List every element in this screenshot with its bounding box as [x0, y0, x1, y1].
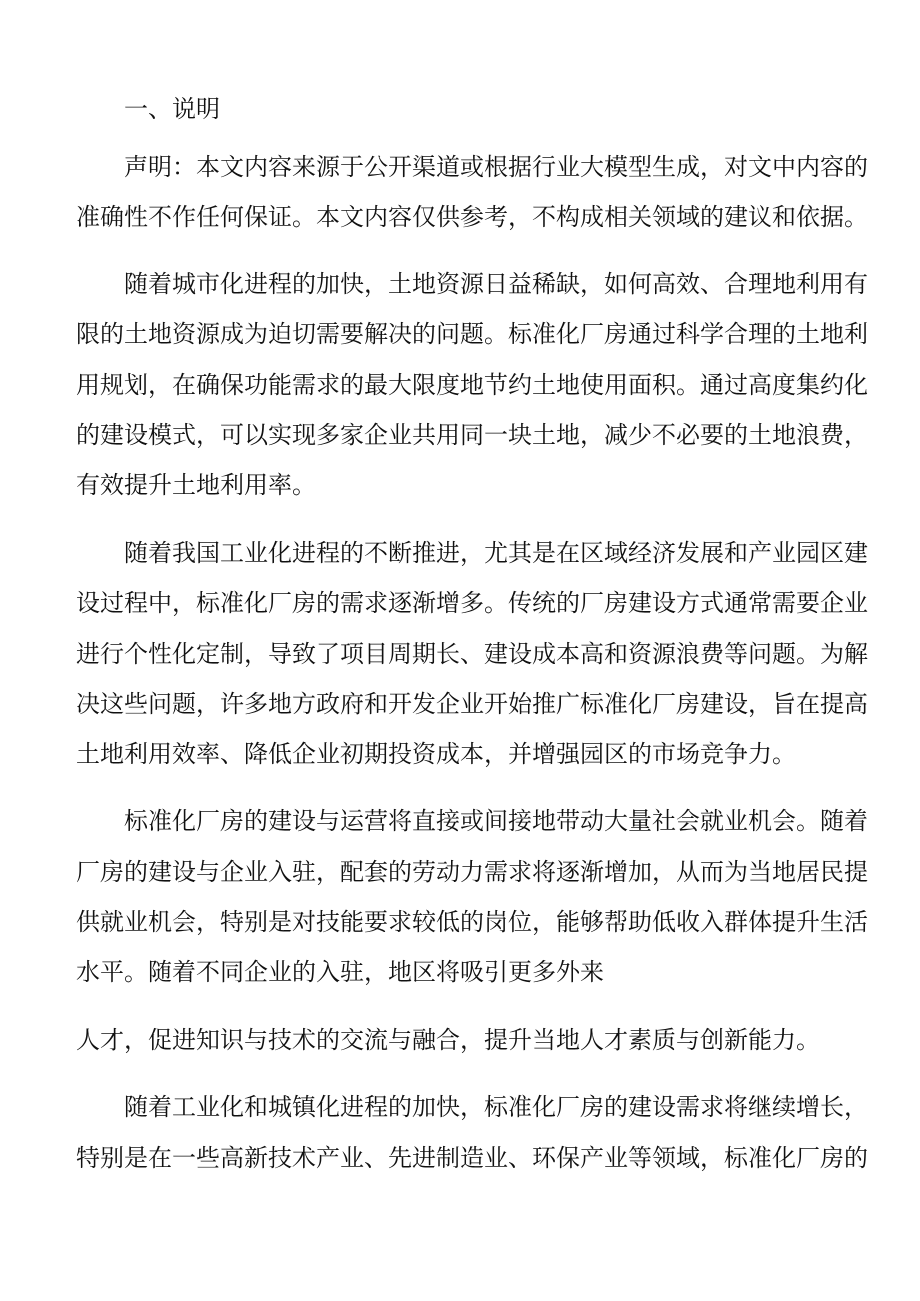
paragraph-line: 决这些问题，许多地方政府和开发企业开始推广标准化厂房建设，旨在提高	[76, 690, 868, 718]
paragraph-line: 水平。随着不同企业的入驻，地区将吸引更多外来	[76, 958, 604, 986]
paragraph-line: 准确性不作任何保证。本文内容仅供参考，不构成相关领域的建议和依据。	[76, 203, 868, 231]
paragraph-line: 随着我国工业化进程的不断推进，尤其是在区域经济发展和产业园区建	[124, 539, 868, 567]
paragraph-line: 的建设模式，可以实现多家企业共用同一块土地，减少不必要的土地浪费，	[76, 421, 868, 449]
paragraph-line: 有效提升土地利用率。	[76, 471, 316, 499]
paragraph-line: 土地利用效率、降低企业初期投资成本，并增强园区的市场竞争力。	[76, 740, 796, 768]
paragraph-line: 随着工业化和城镇化进程的加快，标准化厂房的建设需求将继续增长，	[124, 1093, 868, 1121]
paragraph-line: 设过程中，标准化厂房的需求逐渐增多。传统的厂房建设方式通常需要企业	[76, 589, 868, 617]
paragraph-line: 用规划，在确保功能需求的最大限度地节约土地使用面积。通过高度集约化	[76, 371, 868, 399]
paragraph-line: 进行个性化定制，导致了项目周期长、建设成本高和资源浪费等问题。为解	[76, 640, 868, 668]
paragraph-line: 限的土地资源成为迫切需要解决的问题。标准化厂房通过科学合理的土地利	[76, 320, 868, 348]
paragraph-line: 人才，促进知识与技术的交流与融合，提升当地人才素质与创新能力。	[76, 1026, 820, 1054]
paragraph-line: 特别是在一些高新技术产业、先进制造业、环保产业等领域，标准化厂房的	[76, 1144, 868, 1172]
paragraph-line: 随着城市化进程的加快，土地资源日益稀缺，如何高效、合理地利用有	[124, 270, 868, 298]
paragraph-line: 厂房的建设与企业入驻，配套的劳动力需求将逐渐增加，从而为当地居民提	[76, 858, 868, 886]
paragraph-line: 标准化厂房的建设与运营将直接或间接地带动大量社会就业机会。随着	[124, 807, 868, 835]
paragraph-line: 声明：本文内容来源于公开渠道或根据行业大模型生成，对文中内容的	[124, 153, 868, 181]
paragraph-line: 供就业机会，特别是对技能要求较低的岗位，能够帮助低收入群体提升生活	[76, 908, 868, 936]
section-heading: 一、说明	[124, 95, 220, 123]
